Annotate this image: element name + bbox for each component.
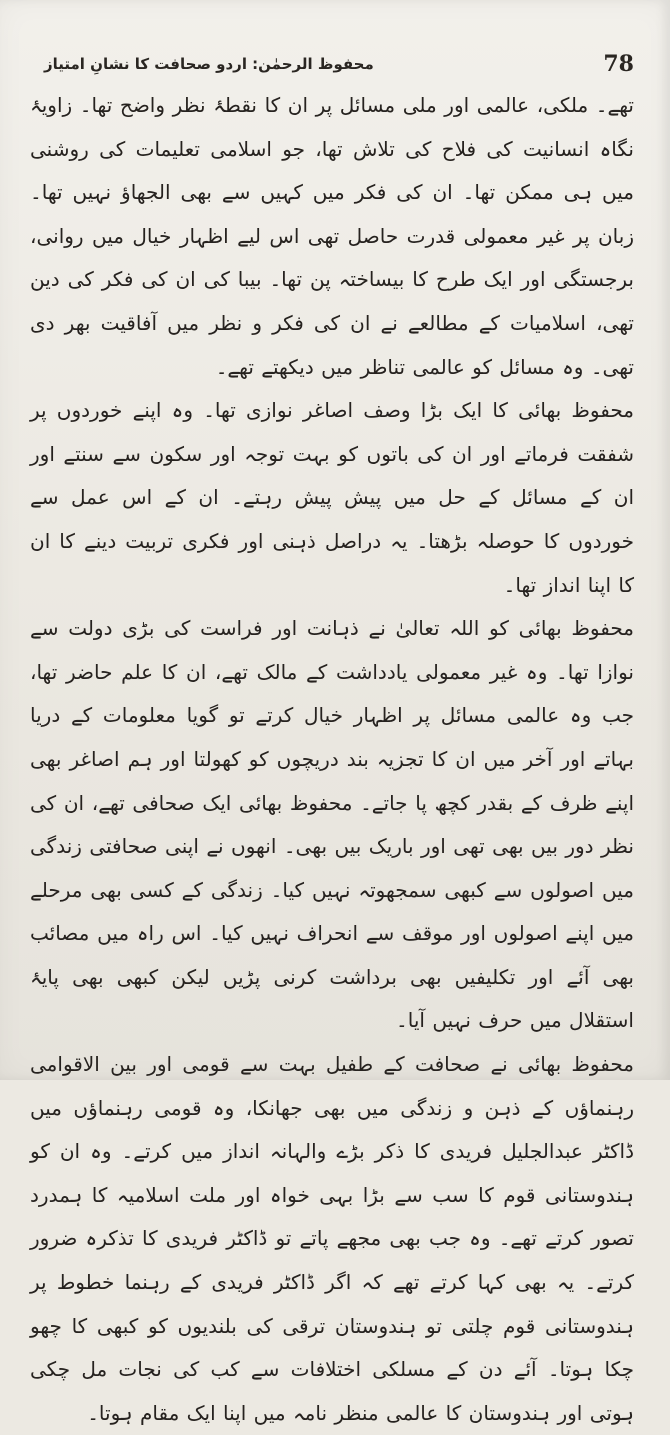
paragraph-2: محفوظ بھائی کا ایک بڑا وصف اصاغر نوازی تھا۔ وہ اپنے خوردوں پر شفقت فرماتے اور ان کی باتوں کو بہت توجہ اور سکون سے سنتے اور ان کے مسائل کے حل میں پیش پیش رہتے۔ ان کے اس عمل سے خوردوں کا حوصلہ بڑھتا۔ یہ دراصل ذہنی اور فکری تربیت دینے کا ان کا اپنا انداز تھا۔ bbox=[30, 398, 634, 597]
paragraph-3: محفوظ بھائی کو اللہ تعالیٰ نے ذہانت اور فراست کی بڑی دولت سے نوازا تھا۔ وہ غیر معمولی یادداشت کے مالک تھے، ان کا علم حاضر تھا، جب وہ عالمی مسائل پر اظہار خیال کرتے تو گویا معلومات کے دریا بہاتے اور آخر میں ان کا تجزیہ بند دریچوں کو کھولتا اور ہم اصاغر بھی اپنے ظرف کے بقدر کچھ پا جاتے۔ محفوظ بھائی ایک صحافی تھے، ان کی نظر دور بیں بھی تھی اور باریک بیں بھی۔ انھوں نے اپنی صحافتی زندگی میں اصولوں سے کبھی سمجھوتہ نہیں کیا۔ زندگی کے کسی بھی مرحلے میں اپنے اصولوں اور موقف سے انحراف نہیں کیا۔ اس راہ میں مصائب بھی آئے اور تکلیفیں بھی برداشت کرنی پڑیں لیکن کبھی بھی پایۂ استقلال میں حرف نہیں آیا۔ bbox=[30, 616, 634, 1033]
running-head: محفوظ الرحمٰن: اردو صحافت کا نشانِ امتیاز bbox=[44, 55, 374, 73]
paragraph-4: محفوظ بھائی نے صحافت کے طفیل بہت سے قومی اور بین الاقوامی رہنماؤں کے ذہن و زندگی میں بھی جھانکا، وہ قومی رہنماؤں میں ڈاکٹر عبدالجلیل فریدی کا ذکر بڑے والہانہ انداز میں کرتے۔ وہ ان کو ہندوستانی قوم کا سب سے بڑا بہی خواہ اور ملت اسلامیہ کا ہمدرد تصور کرتے تھے۔ وہ جب بھی مجھے پاتے تو ڈاکٹر فریدی کا تذکرہ ضرور کرتے۔ یہ بھی کہا کرتے تھے کہ اگر ڈاکٹر فریدی کے رہنما خطوط پر ہندوستانی قوم چلتی تو ہندوستان ترقی کی بلندیوں کو کبھی کا چھو چکا ہوتا۔ آئے دن کے مسلکی اختلافات سے کب کی نجات مل چکی ہوتی اور ہندوستان کا عالمی منظر نامہ میں اپنا ایک مقام ہوتا۔ bbox=[30, 1052, 634, 1425]
page-header bbox=[44, 44, 634, 84]
paragraph-1: تھے۔ ملکی، عالمی اور ملی مسائل پر ان کا نقطۂ نظر واضح تھا۔ زاویۂ نگاہ انسانیت کی فلاح کی تلاش تھا، جو اسلامی تعلیمات کی روشنی میں ہی ممکن تھا۔ ان کی فکر میں کہیں سے بھی الجھاؤ نہیں تھا۔ زبان پر غیر معمولی قدرت حاصل تھی اس لیے اظہار خیال میں روانی، برجستگی اور ایک طرح کا بیساختہ پن تھا۔ بیبا کی ان کی فکر کی دین تھی، اسلامیات کے مطالعے نے ان کی فکر و نظر میں آفاقیت بھر دی تھی۔ وہ مسائل کو عالمی تناظر میں دیکھتے تھے۔ bbox=[30, 93, 634, 379]
page-number: 78 bbox=[603, 51, 634, 77]
body-text bbox=[30, 84, 634, 1425]
